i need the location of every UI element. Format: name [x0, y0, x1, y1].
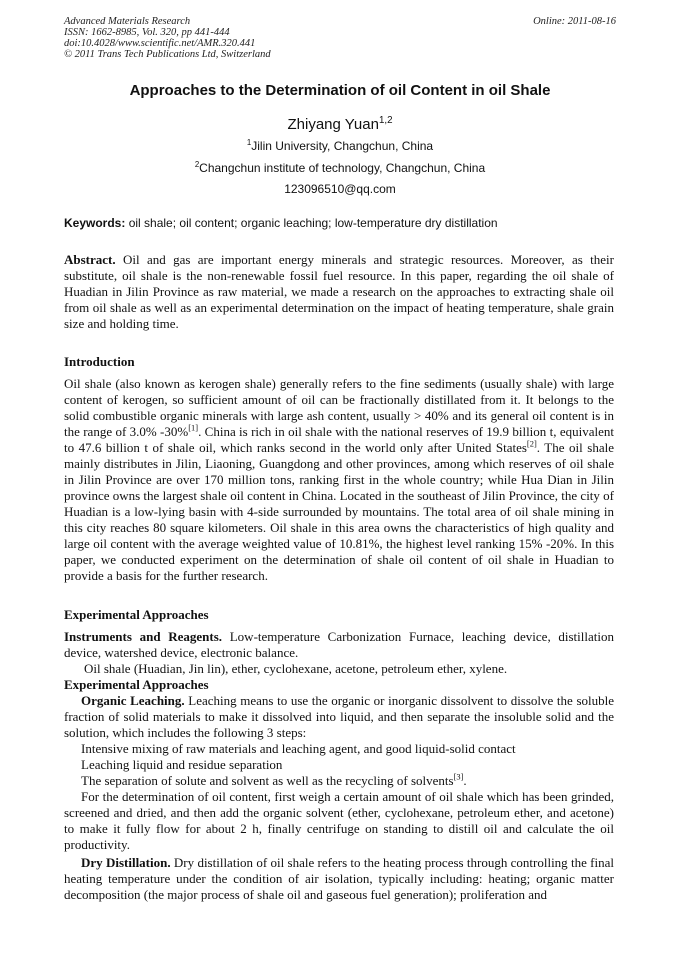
author-name: Zhiyang Yuan [287, 116, 379, 133]
copyright-line: © 2011 Trans Tech Publications Ltd, Switzerland [64, 49, 271, 60]
intro-text-1: Oil shale (also known as kerogen shale) generally refers to the fine sediments (usually shale) with large content of kerogen, so sufficient amount of oil can be fractionally distillated from it. It belongs to the solid combustible organic minerals with large ash content, usually > 40% and its general oil content is in the range of 3.0% -30% [64, 376, 614, 439]
keywords-text: oil shale; oil content; organic leaching; low-temperature dry distillation [128, 216, 498, 230]
doi-line: doi:10.4028/www.scientific.net/AMR.320.441 [64, 38, 256, 49]
experimental-heading: Experimental Approaches [64, 607, 209, 622]
experimental-subheading: Experimental Approaches [64, 677, 209, 692]
leaching-step-1: Intensive mixing of raw materials and leaching agent, and good liquid-solid contact [81, 741, 516, 756]
leaching-label: Organic Leaching. [81, 693, 185, 708]
issn-line: ISSN: 1662-8985, Vol. 320, pp 441-444 [64, 27, 230, 38]
abstract-text: Oil and gas are important energy minerals and strategic resources. Moreover, as their substitute, oil shale is the non-renewable fossil fuel resource. In this paper, regarding the oil shale of Huadian in Jilin Province as raw material, we made a research on the approaches to extracting shale oil from oil shale as well as an experimental determination on the impact of heating temperature, shale grain size and holding time. [64, 252, 615, 331]
leaching-step-2: Leaching liquid and residue separation [81, 757, 283, 772]
online-date: Online: 2011-08-16 [533, 16, 616, 27]
citation-1: [1] [188, 422, 199, 433]
instruments-text: Low-temperature Carbonization Furnace, leaching device, distillation device, watershed device, electronic balance. [64, 629, 614, 660]
determination-paragraph: For the determination of oil content, first weigh a certain amount of oil shale which has been grinded, screened and dried, and then add the organic solvent (ether, cyclohexane, petroleum ether, and acetone) to make it fully flow for about 2 h, finally centrifuge on standing to distill oil and calculate the oil productivity. [64, 789, 614, 852]
leaching-step-3 [64, 773, 614, 789]
affiliation-2 [64, 161, 616, 175]
leaching-step-3-text: The separation of solute and solvent as well as the recycling of solvents [81, 773, 454, 788]
paper-title: Approaches to the Determination of oil Content in oil Shale [129, 82, 551, 99]
dry-distillation-text: Dry distillation of oil shale refers to the heating process through controlling the final heating temperature under the condition of air isolation, typically including: heating; organic matter decomposition (the major process of shale oil and gaseous fuel generation); proliferation and [64, 855, 614, 902]
journal-name: Advanced Materials Research [64, 16, 191, 27]
instruments-label: Instruments and Reagents. [64, 629, 223, 644]
journal-header [64, 16, 616, 60]
intro-text-2: . China is rich in oil shale with the national reserves of 19.9 billion t, equivalent to 47.6 billion t of shale oil, which ranks second in the world only after United States [64, 424, 614, 455]
author-email: 123096510@qq.com [284, 182, 396, 196]
affiliation-2-mark: 2 [194, 160, 200, 169]
instruments-paragraph [64, 629, 614, 661]
leaching-paragraph [64, 693, 614, 741]
intro-text-3: . The oil shale mainly distributes in Jilin, Liaoning, Guangdong and other provinces, among which reserves of oil shale in Jilin Province are over 170 million tons, ranking first in the whole country; while Hua Dian in Jilin province owns the largest shale oil content in China. Located in the southeast of Jilin Province, the city of Huadian is a low-lying basin with 4-side surrounded by mountains. The total area of oil shale mining in this city reaches 80 square kilometers. Oil shale in this area owns the characteristics of high quality and large oil content with the average weighted value of 10.81%, the highest level ranking 15% -20%. In this paper, we conducted experiment on the determination of shale oil content of oil shale in Huadian to provide a basis for the further research. [64, 440, 614, 583]
leaching-step-3-end: . [463, 773, 467, 788]
keywords [64, 216, 616, 230]
keywords-label: Keywords: [64, 216, 126, 230]
experimental-section [64, 607, 614, 903]
leaching-text: Leaching means to use the organic or inorganic dissolvent to dissolve the soluble fraction of solid materials to make it dissolved into liquid, and then separate the insoluble solid and the solution, which includes the following 3 steps: [64, 693, 614, 740]
introduction-heading: Introduction [64, 354, 135, 369]
reagents-line: Oil shale (Huadian, Jin lin), ether, cyclohexane, acetone, petroleum ether, xylene. [84, 661, 508, 676]
citation-3: [3] [453, 771, 464, 782]
author-affiliation-marks: 1,2 [378, 115, 393, 126]
abstract-label: Abstract. [64, 252, 116, 267]
affiliation-2-text: Changchun institute of technology, Changchun, China [199, 161, 486, 175]
introduction-paragraph [64, 376, 614, 584]
affiliation-1 [64, 139, 616, 153]
dry-distillation-label: Dry Distillation. [81, 855, 171, 870]
introduction-section [64, 354, 614, 584]
affiliation-1-text: Jilin University, Changchun, China [251, 139, 434, 153]
author-line [64, 116, 616, 133]
abstract [64, 252, 614, 332]
citation-2: [2] [526, 438, 537, 449]
affiliation-1-mark: 1 [246, 138, 252, 147]
dry-distillation-paragraph [64, 855, 614, 903]
